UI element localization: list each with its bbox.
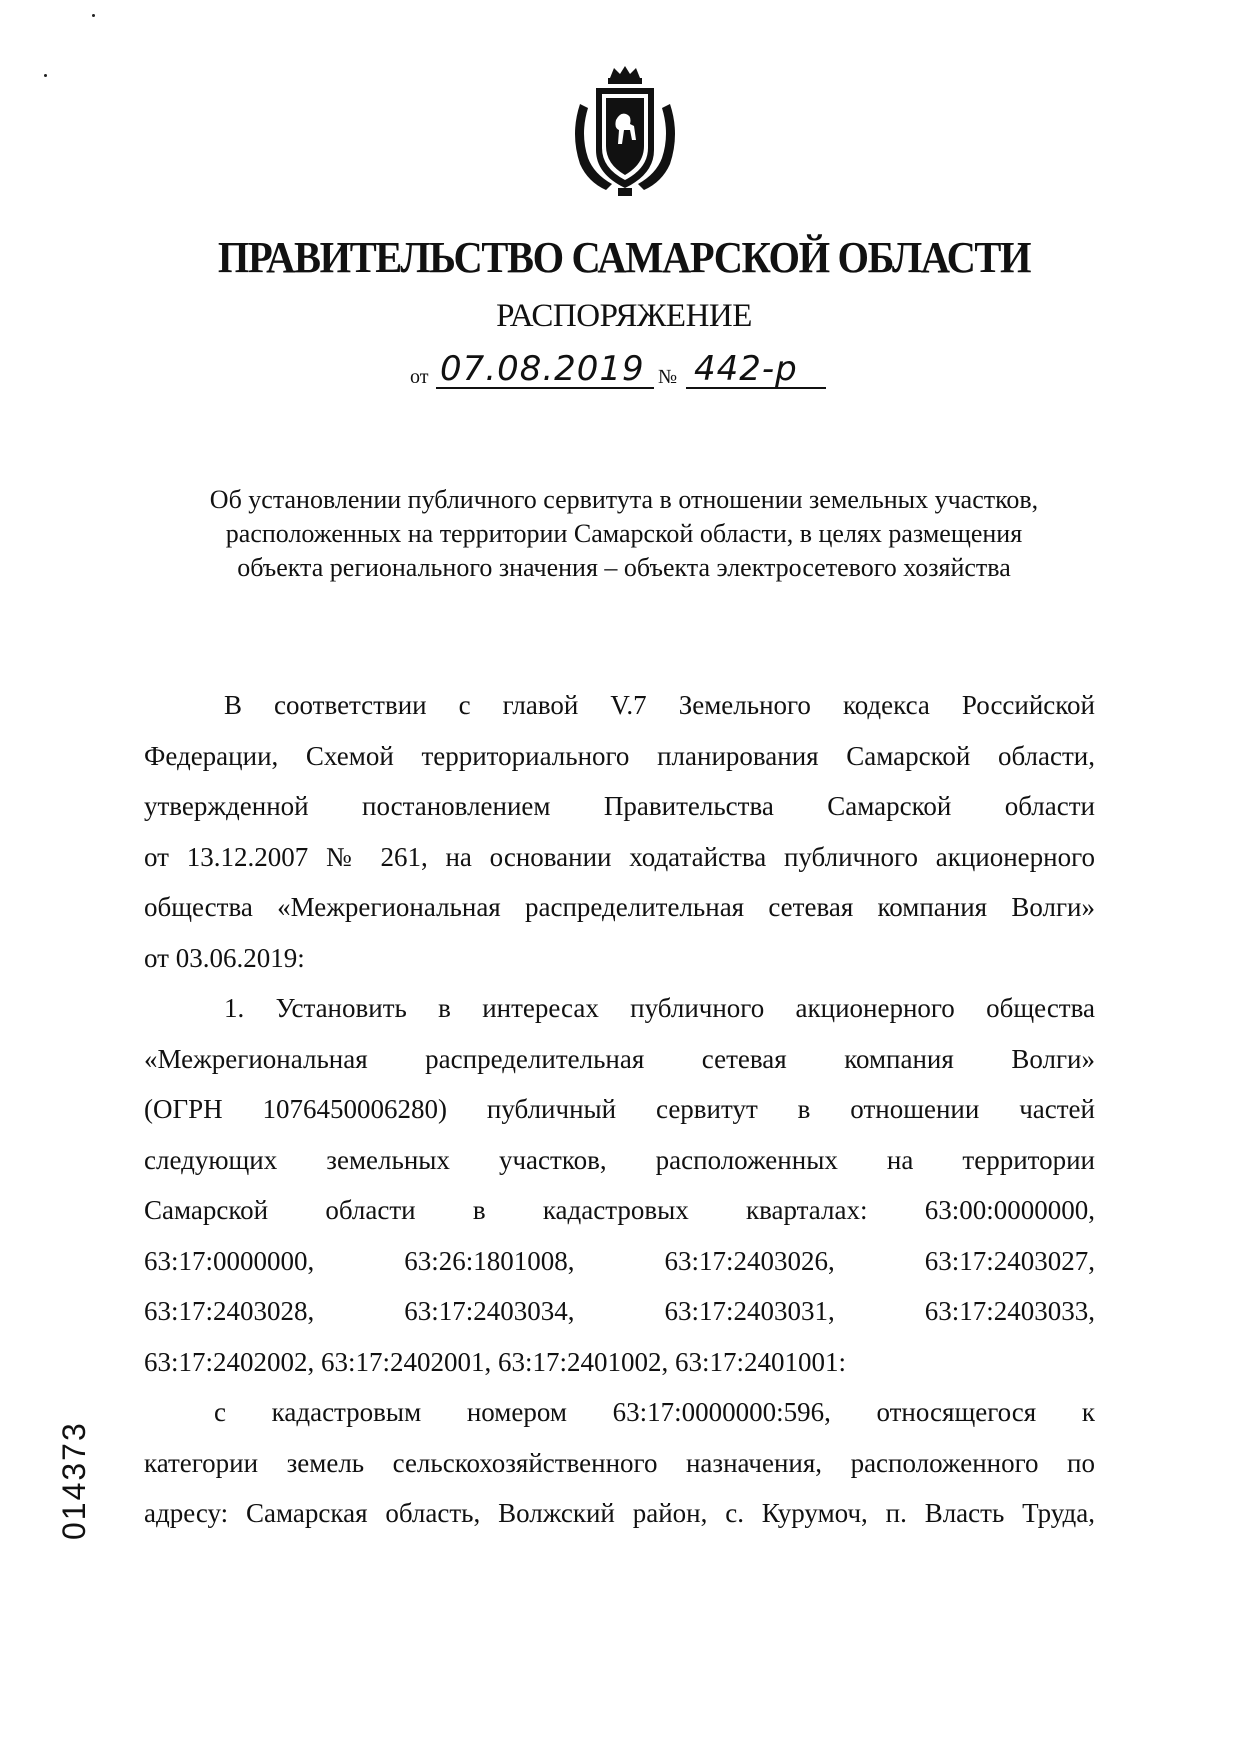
organization-title: ПРАВИТЕЛЬСТВО САМАРСКОЙ ОБЛАСТИ bbox=[217, 233, 1031, 282]
body-line: (ОГРН 1076450006280) публичный сервитут в отношении частей bbox=[144, 1094, 1095, 1124]
date-number-line bbox=[410, 345, 830, 397]
document-type: РАСПОРЯЖЕНИЕ bbox=[496, 298, 752, 334]
document-body bbox=[144, 680, 1095, 1539]
body-line: Федерации, Схемой территориального планирования Самарской области, bbox=[144, 740, 1095, 771]
scan-speck bbox=[92, 14, 95, 17]
subject-line: расположенных на территории Самарской области, в целях размещения bbox=[225, 519, 1023, 548]
body-line: от 13.12.2007 № 261, на основании ходатайства публичного акционерного bbox=[144, 841, 1095, 872]
body-line: общества «Межрегиональная распределительная сетевая компания Волги» bbox=[144, 892, 1095, 922]
body-line: В соответствии с главой V.7 Земельного кодекса Российской bbox=[224, 690, 1095, 720]
body-line: от 03.06.2019: bbox=[144, 942, 305, 973]
date-prefix: от bbox=[410, 366, 429, 388]
body-line: следующих земельных участков, расположенных на территории bbox=[144, 1144, 1095, 1175]
body-line: 63:17:2402002, 63:17:2402001, 63:17:2401002, 63:17:2401001: bbox=[144, 1346, 847, 1377]
subject-line: объекта регионального значения – объекта электросетевого хозяйства bbox=[237, 553, 1011, 582]
body-line: 63:17:0000000, 63:26:1801008, 63:17:2403026, 63:17:2403027, bbox=[144, 1245, 1095, 1276]
handwritten-date: 07.08.2019 bbox=[440, 349, 645, 389]
handwritten-number: 442-р bbox=[694, 349, 798, 389]
body-line: категории земель сельскохозяйственного назначения, расположенного по bbox=[144, 1447, 1095, 1478]
number-prefix: № bbox=[658, 366, 678, 388]
body-line: «Межрегиональная распределительная сетевая компания Волги» bbox=[144, 1043, 1095, 1074]
body-line: с кадастровым номером 63:17:0000000:596, относящегося к bbox=[214, 1397, 1095, 1427]
body-line: 1. Установить в интересах публичного акционерного общества bbox=[224, 993, 1095, 1023]
body-line: адресу: Самарская область, Волжский район, с. Курумоч, п. Власть Труда, bbox=[144, 1498, 1095, 1528]
subject-line: Об установлении публичного сервитута в отношении земельных участков, bbox=[209, 485, 1039, 514]
body-line: утвержденной постановлением Правительства Самарской области bbox=[144, 791, 1095, 821]
document-subject bbox=[150, 483, 1098, 585]
body-line: Самарской области в кадастровых кварталах: 63:00:0000000, bbox=[144, 1195, 1095, 1225]
side-registration-number: 014373 bbox=[56, 1421, 92, 1540]
scan-speck bbox=[44, 74, 47, 77]
body-line: 63:17:2403028, 63:17:2403034, 63:17:2403031, 63:17:2403033, bbox=[144, 1296, 1095, 1326]
samara-coat-of-arms-icon bbox=[566, 64, 684, 196]
